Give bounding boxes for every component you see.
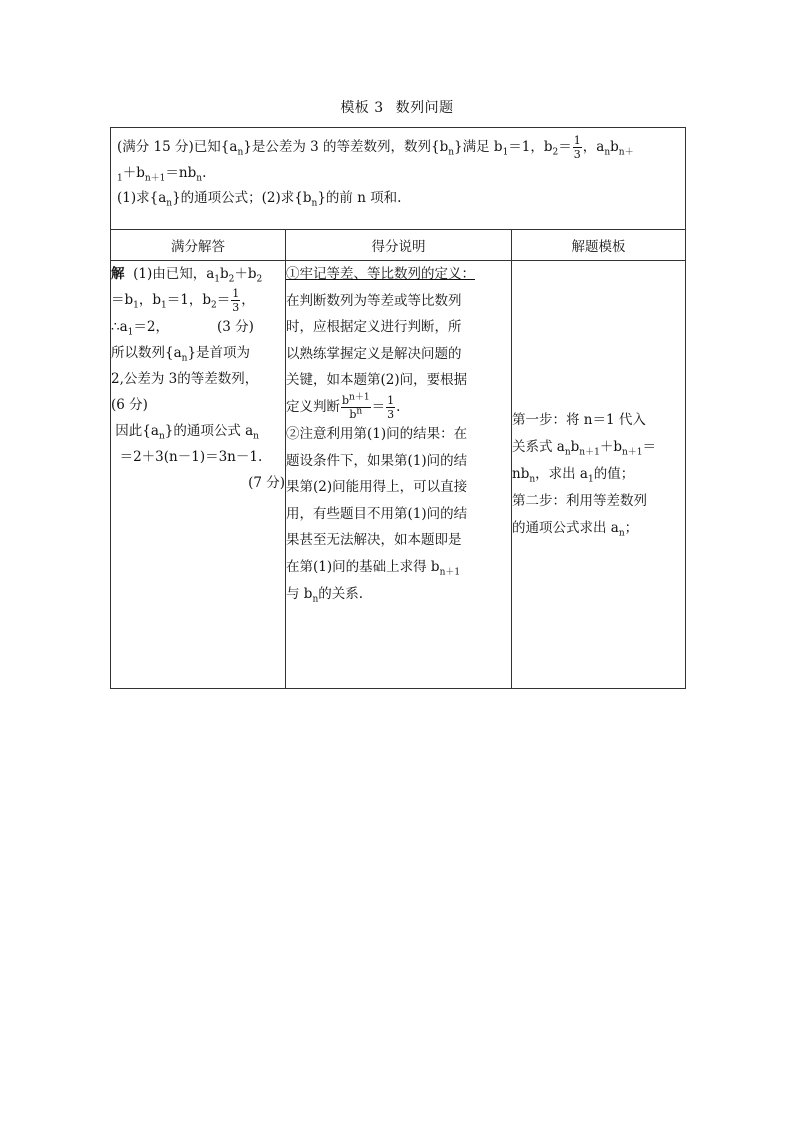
fraction: $\frac{1}{3}$ bbox=[573, 134, 581, 161]
problem-statement: (满分 15 分)已知$\{a_n\}$是公差为 3 的等差数列，数列$\{b_n\}$满足 $b_1=1$，$b_2=$ $\frac{1}{3}$ ，$a_nb_{n+}$ $_1+b_{n+1}=nb_n$. (1)求$\{a_n\}$的通项公式；(2)求$\{b_n\}$的前 n 项和. bbox=[111, 128, 686, 230]
header-solution-template: 解题模板 bbox=[512, 230, 686, 261]
page-title: 模板 3 数列问题 bbox=[340, 100, 454, 116]
solution-template-cell: 第一步：将 n＝1 代入 关系式 $a_nb_{n+1}+b_{n+1}=$ $nb_n$，求出 $a_1$的值； 第二步：利用等差数列 的通项公式求出 $a_n$； bbox=[512, 261, 686, 689]
header-full-solution: 满分解答 bbox=[111, 230, 286, 261]
template-table bbox=[110, 127, 686, 689]
header-score-notes: 得分说明 bbox=[286, 230, 512, 261]
full-solution-cell: 解 (1)由已知，$a_1b_2+b_2$ $=b_1$，$b_1=1$，$b_2=$ $\frac{1}{3}$ ， $\therefore a_1=2$， (3 分) 所以数列$\{a_n\}$是首项为 2,公差为 3的等差数列， (6 分) 因此$\{a_n\}$的通项公式 $a_n$ ＝2＋3(n－1)＝3n－1. (7 分) bbox=[111, 261, 286, 689]
score-notes-cell: ①牢记等差、等比数列的定义： 在判断数列为等差或等比数列 时，应根据定义进行判断，所 以熟练掌握定义是解决问题的 关键，如本题第(2)问，要根据 定义判断 $\frac{b^{n+1}}{b^n}$ ＝ $\frac{1}{3}$ . ②注意利用第(1)问的结果：在 题设条件下，如果第(1)问的结 果第(2)问能用得上，可以直接 用，有些题目不用第(1)问的结 果甚至无法解决，如本题即是 在第(1)问的基础上求得 $b_{n+1}$ 与 $b_n$的关系. bbox=[286, 261, 512, 689]
